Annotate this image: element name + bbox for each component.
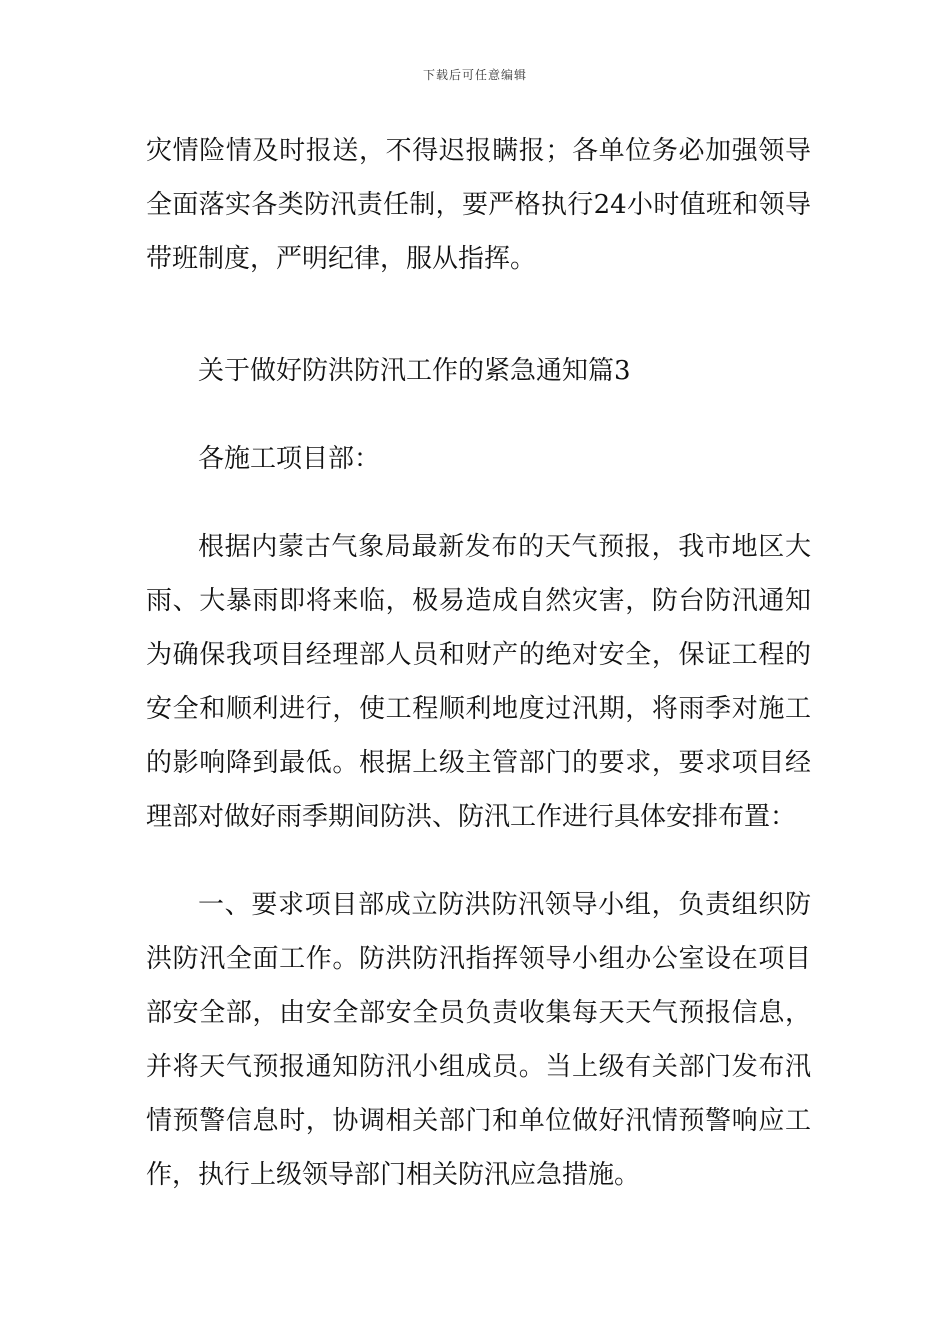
document-body [146,124,811,1202]
page-header-note: 下载后可任意编辑 [422,68,527,82]
salutation: 各施工项目部： [198,444,381,474]
paragraph-item-1: 一、要求项目部成立防洪防汛领导小组，负责组织防洪防汛全面工作。防洪防汛指挥领导小组办公室设在项目部安全部，由安全部安全员负责收集每天天气预报信息，并将天气预报通知防汛小组成员。当上级有关部门发布汛情预警信息时，协调相关部门和单位做好汛情预警响应工作，执行上级领导部门相关防汛应急措施。 [146,890,811,1190]
paragraph-intro: 根据内蒙古气象局最新发布的天气预报，我市地区大雨、大暴雨即将来临，极易造成自然灾害，防台防汛通知为确保我项目经理部人员和财产的绝对安全，保证工程的安全和顺利进行，使工程顺利地度过汛期，将雨季对施工的影响降到最低。根据上级主管部门的要求，要求项目经理部对做好雨季期间防洪、防汛工作进行具体安排布置： [146,532,811,832]
section-title: 关于做好防洪防汛工作的紧急通知篇3 [198,356,631,386]
paragraph-continuation: 灾情险情及时报送，不得迟报瞒报；各单位务必加强领导全面落实各类防汛责任制，要严格执行24小时值班和领导带班制度，严明纪律，服从指挥。 [146,136,811,274]
